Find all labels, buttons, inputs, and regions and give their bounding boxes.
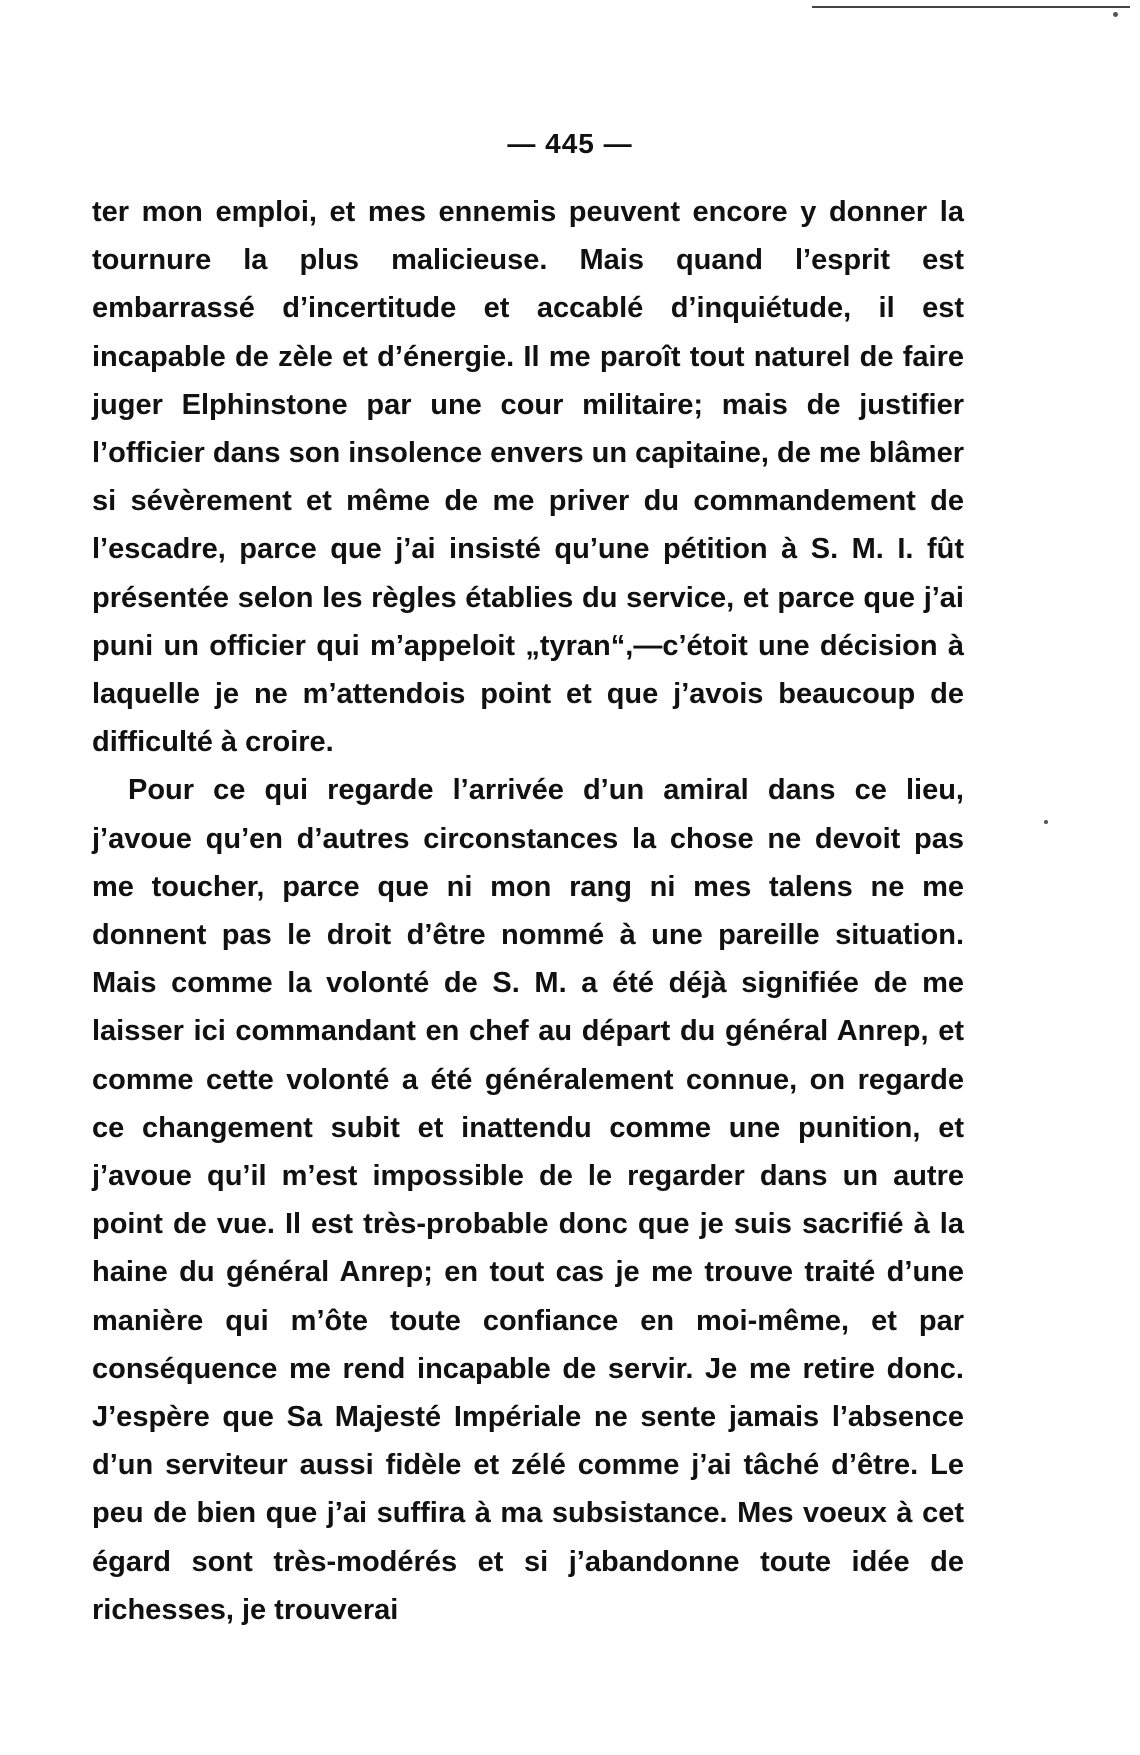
scan-speck [1113, 12, 1118, 17]
paragraph: Pour ce qui regarde l’arrivée d’un amiral dans ce lieu, j’avoue qu’en d’autres circonstances la chose ne devoit pas me toucher, parce que ni mon rang ni mes talens ne me donnent pas le droit d’être nommé à une pareille situation. Mais comme la volonté de S. M. a été déjà signifiée de me laisser ici commandant en chef au départ du général Anrep, et comme cette volonté a été généralement connue, on regarde ce changement subit et inattendu comme une punition, et j’avoue qu’il m’est impossible de le regarder dans un autre point de vue. Il est très-probable donc que je suis sacrifié à la haine du général Anrep; en tout cas je me trouve traité d’une manière qui m’ôte toute confiance en moi-même, et par conséquence me rend incapable de servir. Je me retire donc. J’espère que Sa Majesté Impériale ne sente jamais l’absence d’un serviteur aussi fidèle et zélé comme j’ai tâché d’être. Le peu de bien que j’ai suffira à ma subsistance. Mes voeux à cet égard sont très-modérés et si j’abandonne toute idée de richesses, je trouverai [92, 774, 964, 1626]
scan-speck [1044, 820, 1048, 824]
scan-edge-rule [812, 6, 1130, 8]
page-number: — 445 — [507, 128, 633, 159]
paragraph-continuation: ter mon emploi, et mes ennemis peuvent encore y donner la tournure la plus malicieuse. Mais quand l’esprit est embarrassé d’incertitude et accablé d’inquiétude, il est incapable de zèle et d’énergie. Il me paroît tout naturel de faire juger Elphinstone par une cour militaire; mais de justifier l’officier dans son insolence envers un capitaine, de me blâmer si sévèrement et même de me priver du commandement de l’escadre, parce que j’ai insisté qu’une pétition à S. M. I. fût présentée selon les règles établies du service, et parce que j’ai puni un officier qui m’appeloit „tyran“,—c’étoit une décision à laquelle je ne m’attendois point et que j’avois beaucoup de difficulté à croire. [92, 196, 964, 759]
body-text [92, 188, 964, 1634]
